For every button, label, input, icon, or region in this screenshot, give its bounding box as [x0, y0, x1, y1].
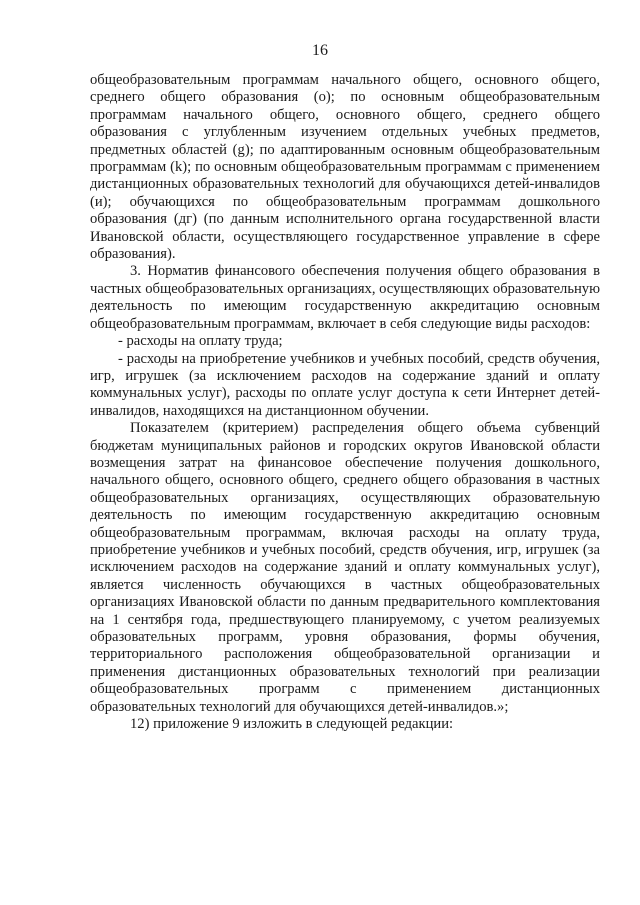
paragraph-continuation: общеобразовательным программам начального общего, основного общего, среднего общего образования (о); по основным общеобразовательным программам начального общего, основного общего, среднего общего образования с углубленным изучением отдельных учебных предметов, предметных областей (g); по адаптированным основным общеобразовательным программам (k); по основным общеобразовательным программам с применением дистанционных образовательных технологий для обучающихся детей-инвалидов (и); обучающихся по общеобразовательным программам дошкольного образования (дг) (по данным исполнительного органа государственной власти Ивановской области, осуществляющего государственное управление в сфере образования). [90, 72, 600, 263]
list-item-textbook-costs: - расходы на приобретение учебников и учебных пособий, средств обучения, игр, игрушек (за исключением расходов на содержание зданий и оплату коммунальных услуг), расходы по оплате услуг доступа к сети Интернет детей-инвалидов, находящихся на дистанционном обучении. [90, 350, 600, 419]
paragraph-item-3: 3. Норматив финансового обеспечения получения общего образования в частных общеобразовательных организациях, осуществляющих образовательную деятельность по имеющим государственную аккредитацию основным общеобразовательным программам, включает в себя следующие виды расходов: [90, 263, 600, 332]
paragraph-distribution-criterion: Показателем (критерием) распределения общего объема субвенций бюджетам муниципальных районов и городских округов Ивановской области возмещения затрат на финансовое обеспечение получения дошкольного, начального общего, основного общего, среднего общего образования в частных общеобразовательных организациях, осуществляющих образовательную деятельность по имеющим государственную аккредитацию основным общеобразовательным программам, включая расходы на оплату труда, приобретение учебников и учебных пособий, средств обучения, игр, игрушек (за исключением расходов на содержание зданий и оплату коммунальных услуг), является численность обучающихся в частных общеобразовательных организациях Ивановской области по данным предварительного комплектования на 1 сентября года, предшествующего планируемому, с учетом реализуемых образовательных программ, уровня образования, формы обучения, территориального расположения общеобразовательной организации и применения дистанционных образовательных технологий при реализации общеобразовательных программ с применением дистанционных образовательных технологий для обучающихся детей-инвалидов.»; [90, 420, 600, 715]
page-number: 16 [312, 42, 328, 59]
list-item-labor-costs: - расходы на оплату труда; [118, 333, 283, 350]
document-body [90, 72, 600, 733]
paragraph-item-12: 12) приложение 9 изложить в следующей редакции: [130, 716, 454, 733]
